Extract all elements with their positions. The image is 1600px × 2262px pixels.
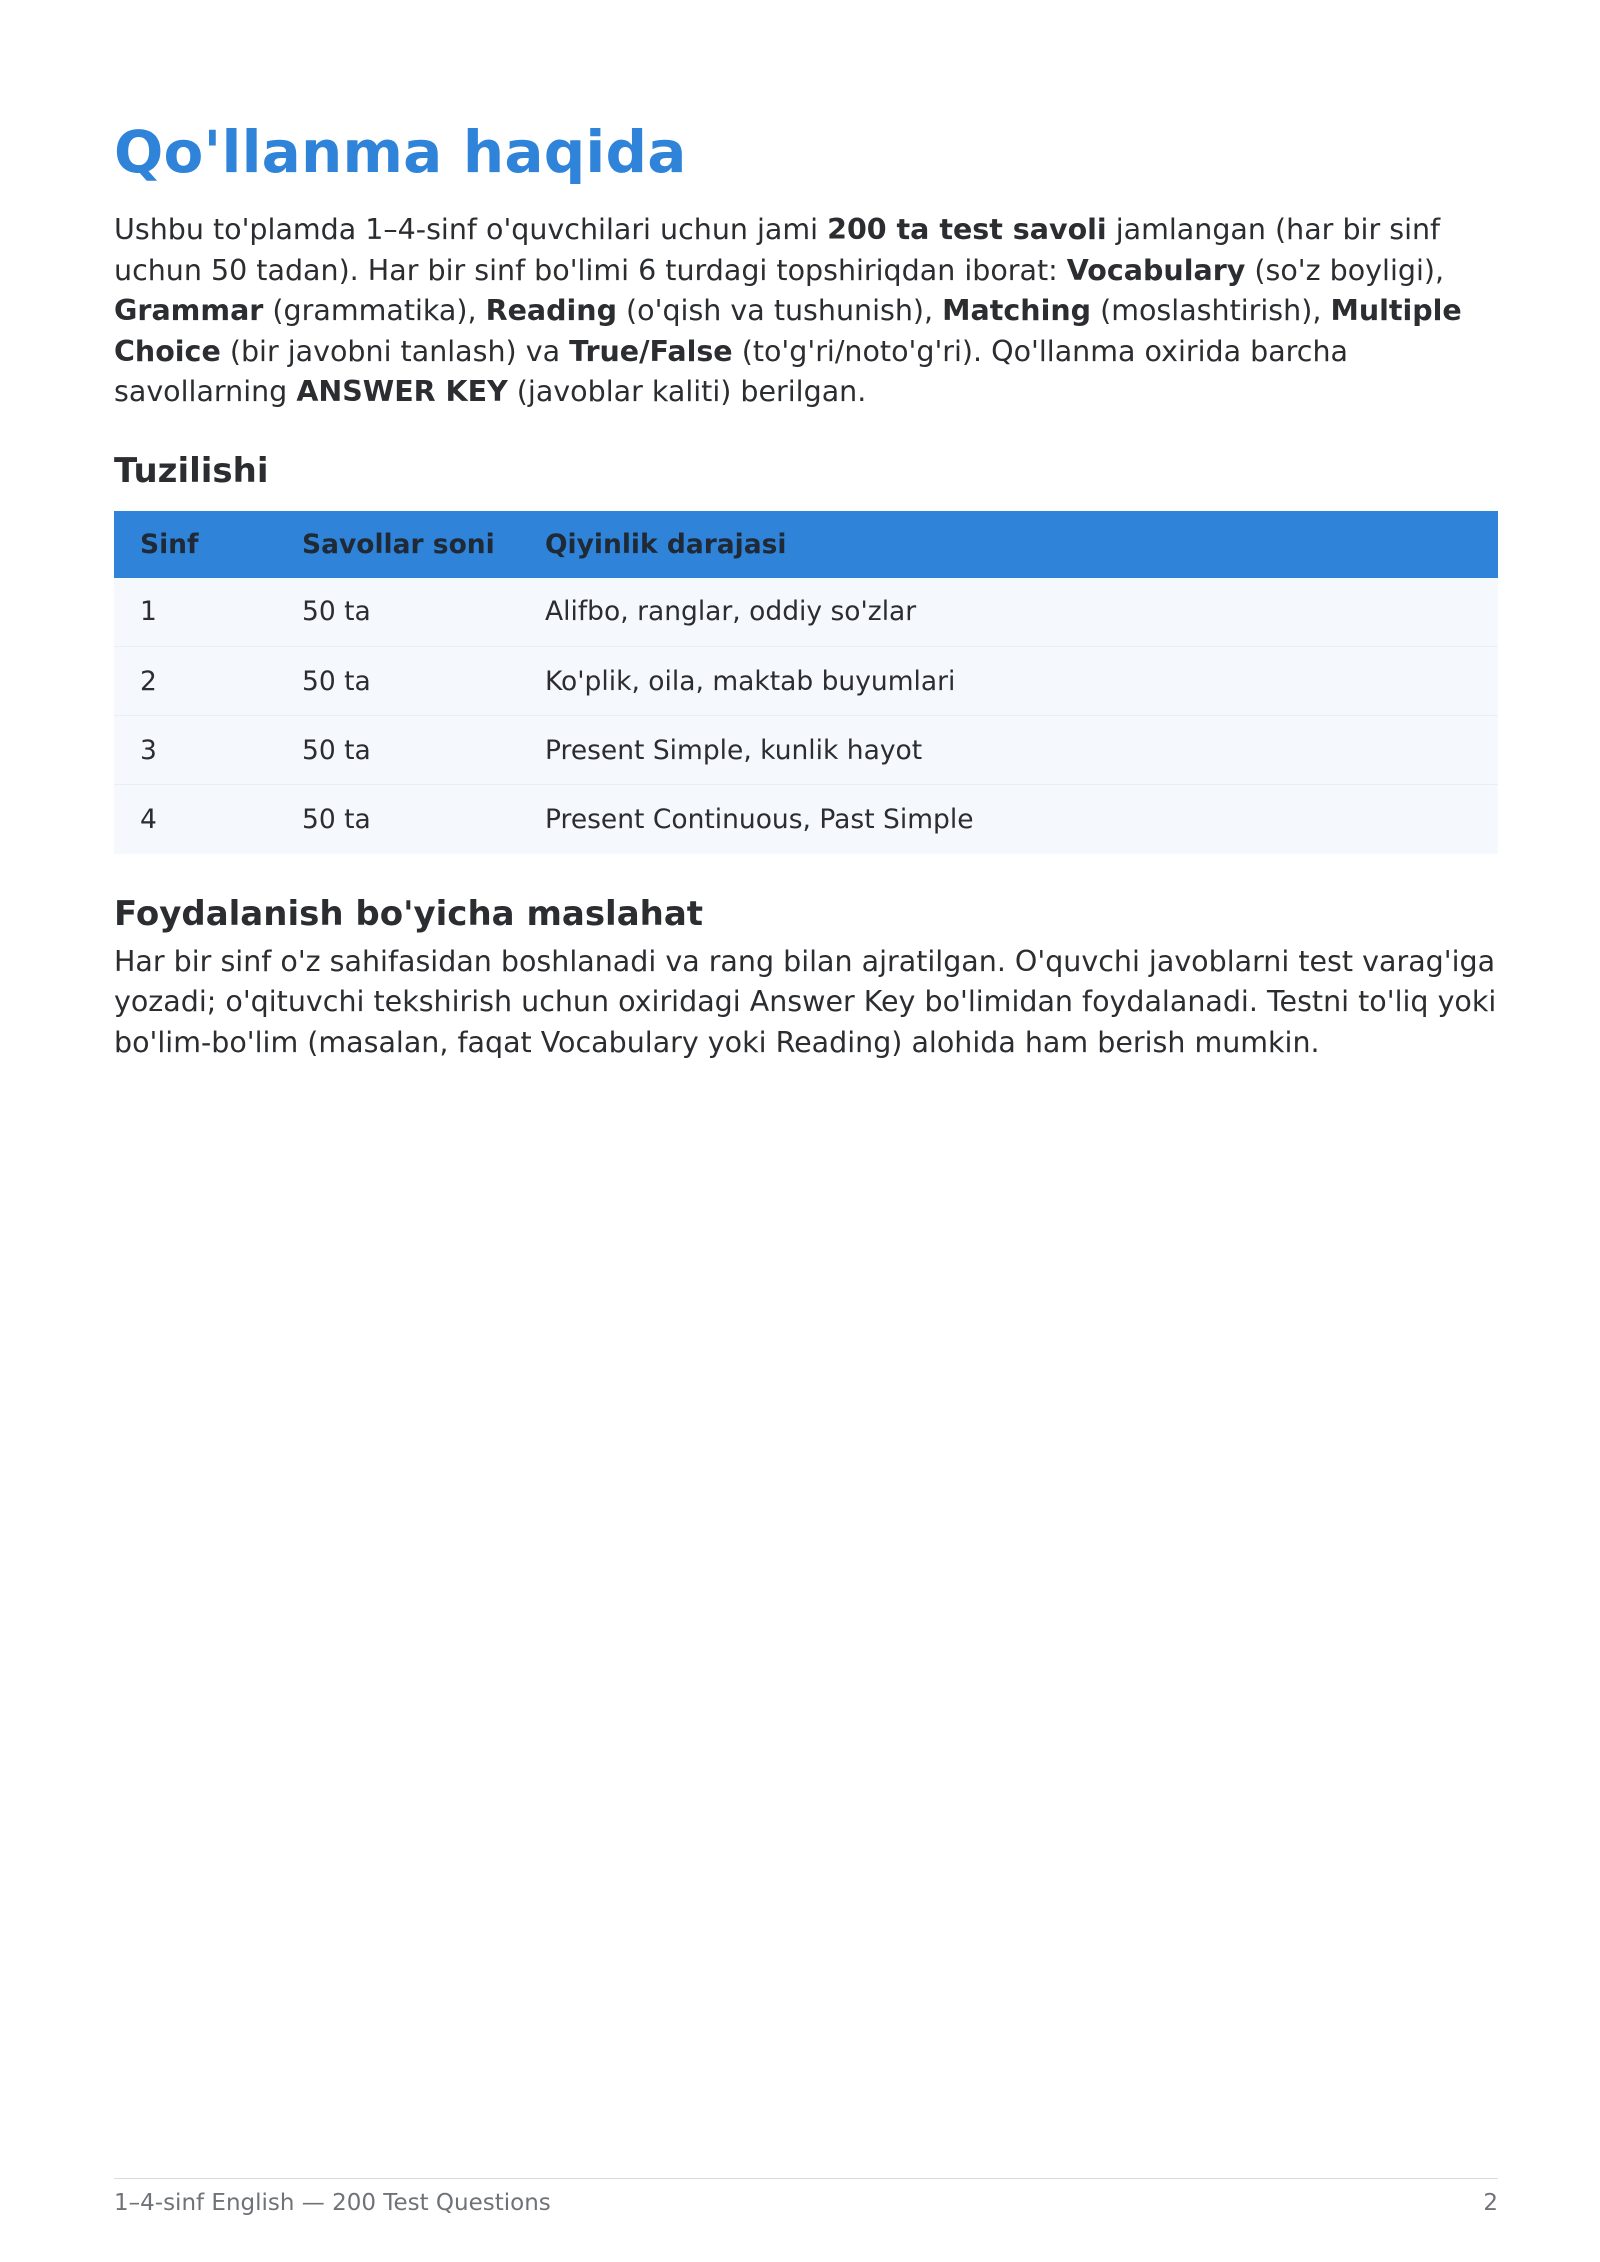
cell-difficulty: Present Continuous, Past Simple [519,785,1498,854]
intro-text: Ushbu to'plamda 1–4-sinf o'quvchilari uchun jami [114,213,828,246]
column-header-difficulty: Qiyinlik darajasi [519,511,1498,578]
intro-text: (grammatika), [263,294,486,327]
cell-grade: 2 [114,647,276,716]
cell-question-count: 50 ta [276,716,519,785]
table-row [114,785,1498,854]
footer-title: 1–4-sinf English — 200 Test Questions [114,2190,551,2216]
cell-difficulty: Alifbo, ranglar, oddiy so'zlar [519,578,1498,647]
cell-grade: 3 [114,716,276,785]
page-title: Qo'llanma haqida [114,118,687,186]
intro-text: (o'qish va tushunish), [617,294,943,327]
intro-bold-multiple-choice: Multiple Choice [114,294,1462,368]
cell-question-count: 50 ta [276,647,519,716]
intro-text: (so'z boyligi), [1245,253,1445,287]
tips-paragraph: Har bir sinf o'z sahifasidan boshlanadi va rang bilan ajratilgan. O'quvchi javoblarni test varag'iga yozadi; o'qituvchi tekshirish uchun oxiridagi Answer Key bo'limidan foydalanadi. Testni to'liq yoki bo'lim-bo'lim (masalan, faqat Vocabulary yoki Reading) alohida ham berish mumkin. [114,944,1497,1059]
column-header-question-count: Savollar soni [276,511,519,578]
intro-text: (bir javobni tanlash) va [220,334,570,368]
intro-paragraph [114,210,1498,413]
cell-grade: 4 [114,785,276,854]
intro-text: (moslashtirish), [1091,294,1331,327]
intro-text: jamlangan (har bir sinf uchun 50 tadan). Har bir sinf bo'limi 6 turdagi topshiriqdan iborat: [114,213,1441,287]
table-row [114,716,1498,785]
table-row [114,647,1498,716]
intro-bold-matching: Matching [942,294,1092,327]
column-header-sinf: Sinf [114,511,276,578]
cell-grade: 1 [114,578,276,647]
structure-table [114,511,1498,854]
cell-question-count: 50 ta [276,785,519,854]
cell-difficulty: Present Simple, kunlik hayot [519,716,1498,785]
intro-bold-true-false: True/False [569,334,733,368]
structure-heading: Tuzilishi [114,450,269,491]
document-page [114,112,1498,1063]
intro-bold-test-count: 200 ta test savoli [827,213,1107,246]
intro-bold-vocabulary: Vocabulary [1066,253,1246,287]
intro-bold-answer-key: ANSWER KEY [296,375,508,408]
tips-heading: Foydalanish bo'yicha maslahat [114,893,704,934]
table-row [114,578,1498,647]
intro-text: (to'g'ri/noto'g'ri). Qo'llanma oxirida barcha savollarning [114,334,1348,408]
cell-question-count: 50 ta [276,578,519,647]
page-number: 2 [1483,2190,1498,2216]
cell-difficulty: Ko'plik, oila, maktab buyumlari [519,647,1498,716]
intro-bold-reading: Reading [485,294,617,327]
intro-bold-grammar: Grammar [114,294,264,327]
page-footer [114,2178,1498,2219]
intro-text: (javoblar kaliti) berilgan. [507,375,867,408]
table-header-row [114,511,1498,578]
